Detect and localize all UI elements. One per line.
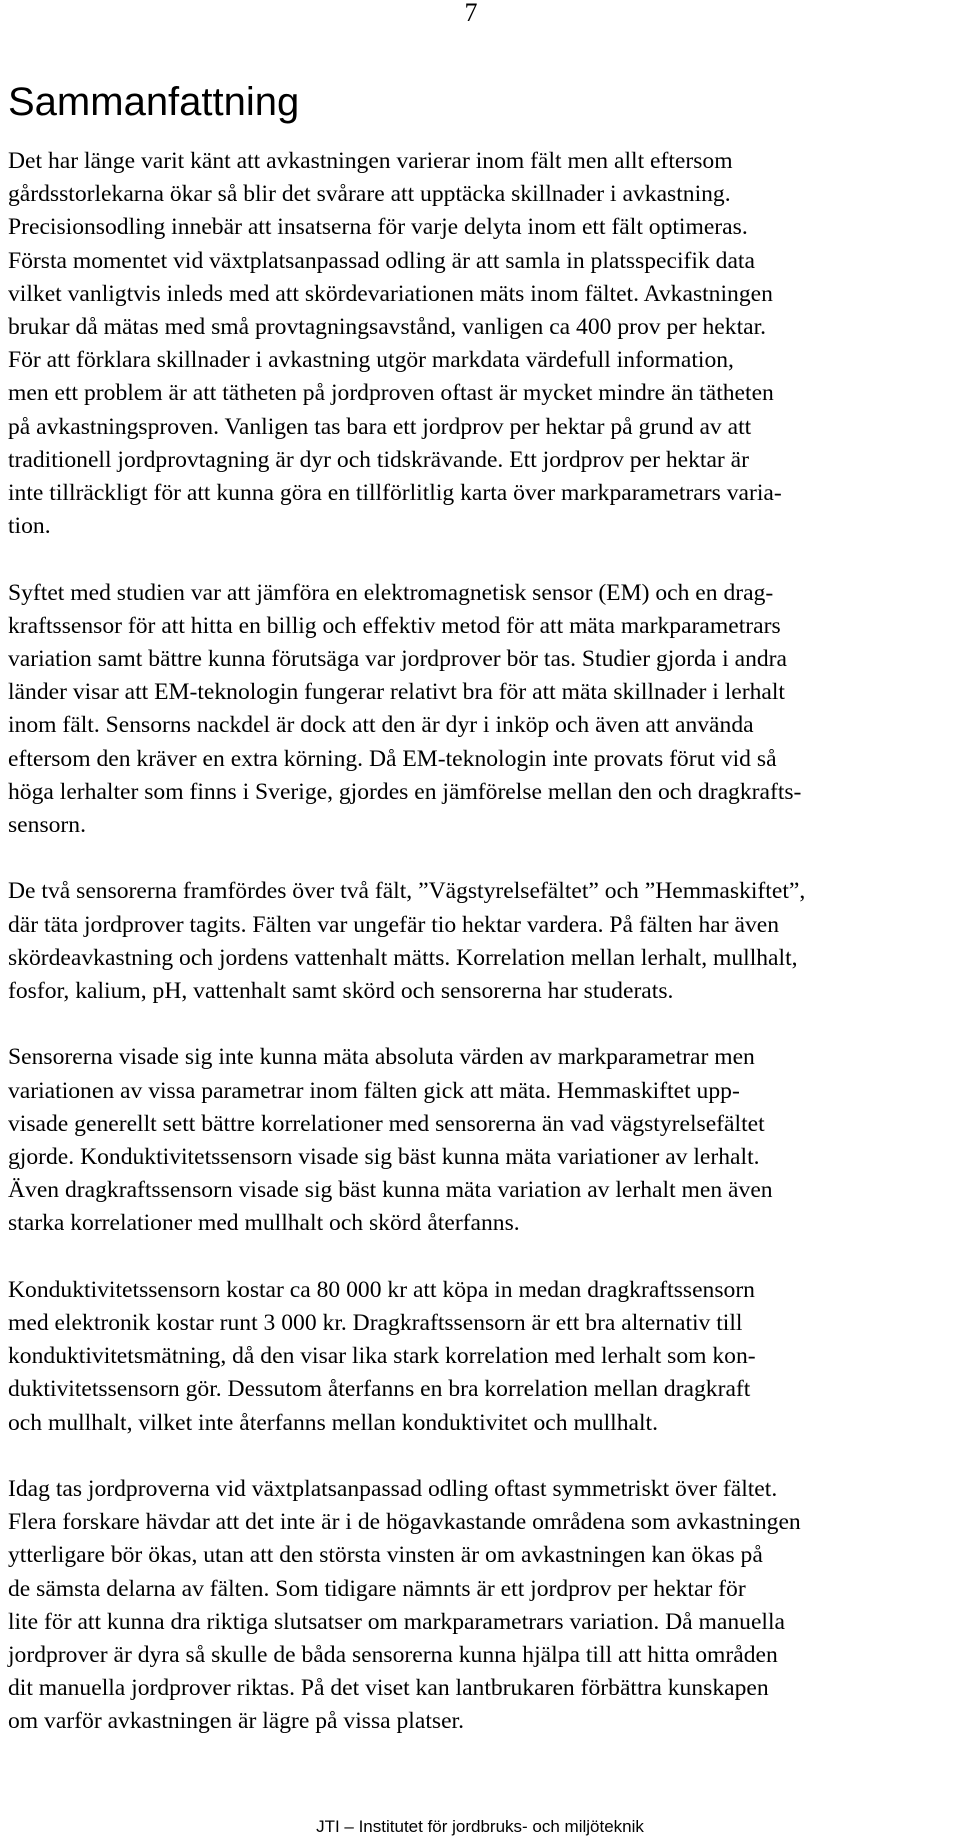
text-line: på avkastningsproven. Vanligen tas bara ett jordprov per hektar på grund av att <box>8 413 752 440</box>
text-line: där täta jordprover tagits. Fälten var ungefär tio hektar vardera. På fälten har även <box>8 911 780 938</box>
text-line: gjorde. Konduktivitetssensorn visade sig bäst kunna mäta variationer av lerhalt. <box>8 1144 760 1171</box>
text-line: traditionell jordprovtagning är dyr och tidskrävande. Ett jordprov per hektar är <box>8 446 750 473</box>
text-line: dit manuella jordprover riktas. På det viset kan lantbrukaren förbättra kunskapen <box>8 1675 769 1702</box>
text-line: variationen av vissa parametrar inom fälten gick att mäta. Hemmaskiftet upp- <box>8 1077 740 1104</box>
text-line: inom fält. Sensorns nackdel är dock att den är dyr i inköp och även att använda <box>8 712 754 739</box>
text-line: lite för att kunna dra riktiga slutsatser om markparametrars variation. Då manuella <box>8 1608 786 1635</box>
text-line: tion. <box>8 513 51 540</box>
text-line: sensorn. <box>8 812 86 839</box>
text-line: men ett problem är att tätheten på jordproven oftast är mycket mindre än tätheten <box>8 380 774 407</box>
text-line: Precisionsodling innebär att insatserna för varje delyta inom ett fält optimeras. <box>8 214 748 241</box>
paragraph <box>8 1274 920 1440</box>
body-text <box>8 145 920 1772</box>
text-line: brukar då mätas med små provtagningsavstånd, vanligen ca 400 prov per hektar. <box>8 314 767 341</box>
text-line: starka korrelationer med mullhalt och skörd återfanns. <box>8 1210 520 1237</box>
text-line: För att förklara skillnader i avkastning utgör markdata värdefull information, <box>8 347 734 374</box>
text-line: duktivitetssensorn gör. Dessutom återfanns en bra korrelation mellan dragkraft <box>8 1376 751 1403</box>
text-line: jordprover är dyra så skulle de båda sensorerna kunna hjälpa till att hitta områden <box>8 1642 778 1669</box>
paragraph <box>8 1473 920 1739</box>
text-line: visade generellt sett bättre korrelationer med sensorerna än vad vägstyrelsefältet <box>8 1110 765 1137</box>
text-line: Även dragkraftssensorn visade sig bäst kunna mäta variation av lerhalt men även <box>8 1177 773 1204</box>
page-number: 7 <box>464 0 478 27</box>
text-line: konduktivitetsmätning, då den visar lika stark korrelation med lerhalt som kon- <box>8 1343 756 1370</box>
text-line: Syftet med studien var att jämföra en elektromagnetisk sensor (EM) och en drag- <box>8 579 774 606</box>
text-line: vilket vanligtvis inleds med att skördevariationen mäts inom fältet. Avkastningen <box>8 280 773 307</box>
text-line: Flera forskare hävdar att det inte är i de högavkastande områdena som avkastningen <box>8 1509 801 1536</box>
text-line: Det har länge varit känt att avkastningen varierar inom fält men allt eftersom <box>8 148 733 174</box>
page-title: Sammanfattning <box>8 80 300 124</box>
paragraph <box>8 1041 920 1240</box>
text-line: om varför avkastningen är lägre på vissa platser. <box>8 1708 464 1735</box>
text-line: gårdsstorlekarna ökar så blir det svårare att upptäcka skillnader i avkastning. <box>8 181 731 208</box>
text-line: inte tillräckligt för att kunna göra en tillförlitlig karta över markparametrars varia- <box>8 480 782 507</box>
text-line: Sensorerna visade sig inte kunna mäta absoluta värden av markparametrar men <box>8 1044 755 1071</box>
text-line: med elektronik kostar runt 3 000 kr. Dragkraftssensorn är ett bra alternativ till <box>8 1310 743 1337</box>
paragraph <box>8 145 920 543</box>
text-line: Konduktivitetssensorn kostar ca 80 000 kr att köpa in medan dragkraftssensorn <box>8 1276 755 1303</box>
paragraph <box>8 875 920 1008</box>
text-line: höga lerhalter som finns i Sverige, gjordes en jämförelse mellan den och dragkrafts- <box>8 778 802 805</box>
text-line: fosfor, kalium, pH, vattenhalt samt skörd och sensorerna har studerats. <box>8 978 674 1005</box>
text-line: ytterligare bör ökas, utan att den största vinsten är om avkastningen kan ökas på <box>8 1542 763 1569</box>
text-line: Första momentet vid växtplatsanpassad odling är att samla in platsspecifik data <box>8 247 755 274</box>
text-line: de sämsta delarna av fälten. Som tidigare nämnts är ett jordprov per hektar för <box>8 1575 746 1602</box>
paragraph <box>8 577 920 843</box>
text-line: variation samt bättre kunna förutsäga var jordprover bör tas. Studier gjorda i andra <box>8 646 787 673</box>
text-line: skördeavkastning och jordens vattenhalt mätts. Korrelation mellan lerhalt, mullhalt, <box>8 944 798 971</box>
text-line: De två sensorerna framfördes över två fält, ”Vägstyrelsefältet” och ”Hemmaskiftet”, <box>8 878 806 905</box>
text-line: eftersom den kräver en extra körning. Då EM-teknologin inte provats förut vid så <box>8 745 777 772</box>
text-line: länder visar att EM-teknologin fungerar relativt bra för att mäta skillnader i lerhalt <box>8 679 785 706</box>
page-footer: JTI – Institutet för jordbruks- och miljöteknik <box>316 1817 644 1836</box>
text-line: Idag tas jordproverna vid växtplatsanpassad odling oftast symmetriskt över fältet. <box>8 1476 778 1503</box>
text-line: och mullhalt, vilket inte återfanns mellan konduktivitet och mullhalt. <box>8 1409 658 1436</box>
text-line: kraftssensor för att hitta en billig och effektiv metod för att mäta markparametrars <box>8 612 781 639</box>
